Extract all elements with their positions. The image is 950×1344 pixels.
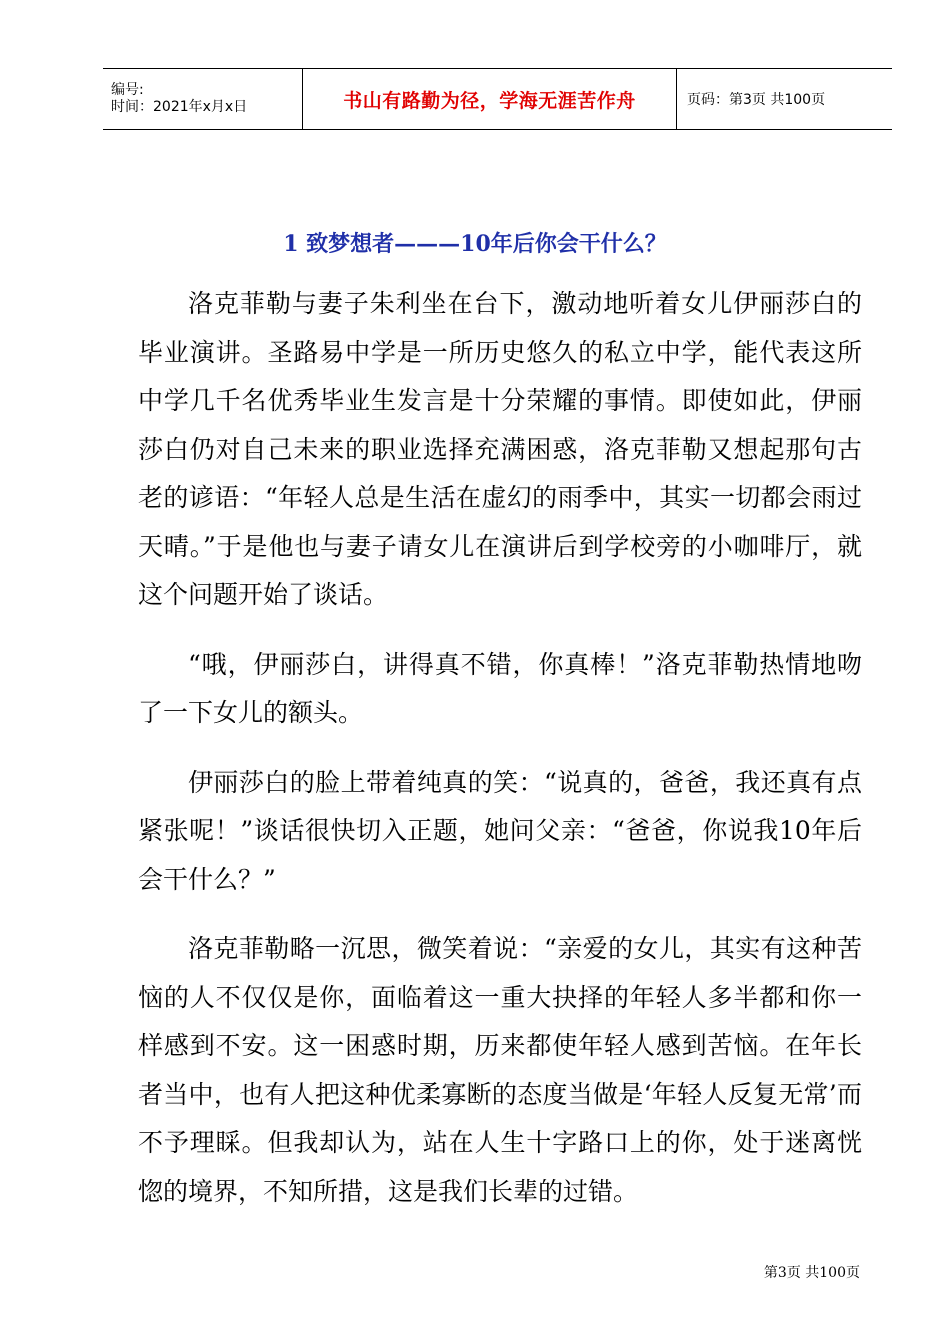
page-header xyxy=(103,68,892,130)
serial-number-label: 编号: xyxy=(111,82,144,98)
document-title: 1 致梦想者———10年后你会干什么？ xyxy=(283,231,667,257)
page-info-text: 页码：第3页 共100页 xyxy=(687,92,826,108)
document-body xyxy=(138,280,862,1237)
motto-text: 书山有路勤为径，学海无涯苦作舟 xyxy=(343,89,636,112)
header-page-info xyxy=(677,69,892,129)
header-meta xyxy=(103,69,303,129)
paragraph: “哦，伊丽莎白，讲得真不错，你真棒！”洛克菲勒热情地吻了一下女儿的额头。 xyxy=(138,649,862,727)
paragraph: 洛克菲勒略一沉思，微笑着说：“亲爱的女儿，其实有这种苦恼的人不仅仅是你，面临着这一重大抉择的年轻人多半都和你一样感到不安。这一困惑时期，历来都使年轻人感到苦恼。在年长者当中，也有人把这种优柔寡断的态度当做是‘年轻人反复无常’而不予理睬。但我却认为，站在人生十字路口上的你，处于迷离恍惚的境界，不知所措，这是我们长辈的过错。 xyxy=(138,934,862,1206)
date-line: 时间：2021年x月x日 xyxy=(111,99,248,115)
header-motto xyxy=(303,69,677,129)
page-footer: 第3页 共100页 xyxy=(763,1265,860,1281)
paragraph: 伊丽莎白的脸上带着纯真的笑：“说真的，爸爸，我还真有点紧张呢！”谈话很快切入正题，她问父亲：“爸爸，你说我10年后会干什么？” xyxy=(138,767,862,894)
paragraph: 洛克菲勒与妻子朱利坐在台下，激动地听着女儿伊丽莎白的毕业演讲。圣路易中学是一所历史悠久的私立中学，能代表这所中学几千名优秀毕业生发言是十分荣耀的事情。即使如此，伊丽莎白仍对自己未来的职业选择充满困惑，洛克菲勒又想起那句古老的谚语：“年轻人总是生活在虚幻的雨季中，其实一切都会雨过天晴。”于是他也与妻子请女儿在演讲后到学校旁的小咖啡厅，就这个问题开始了谈话。 xyxy=(138,289,862,609)
